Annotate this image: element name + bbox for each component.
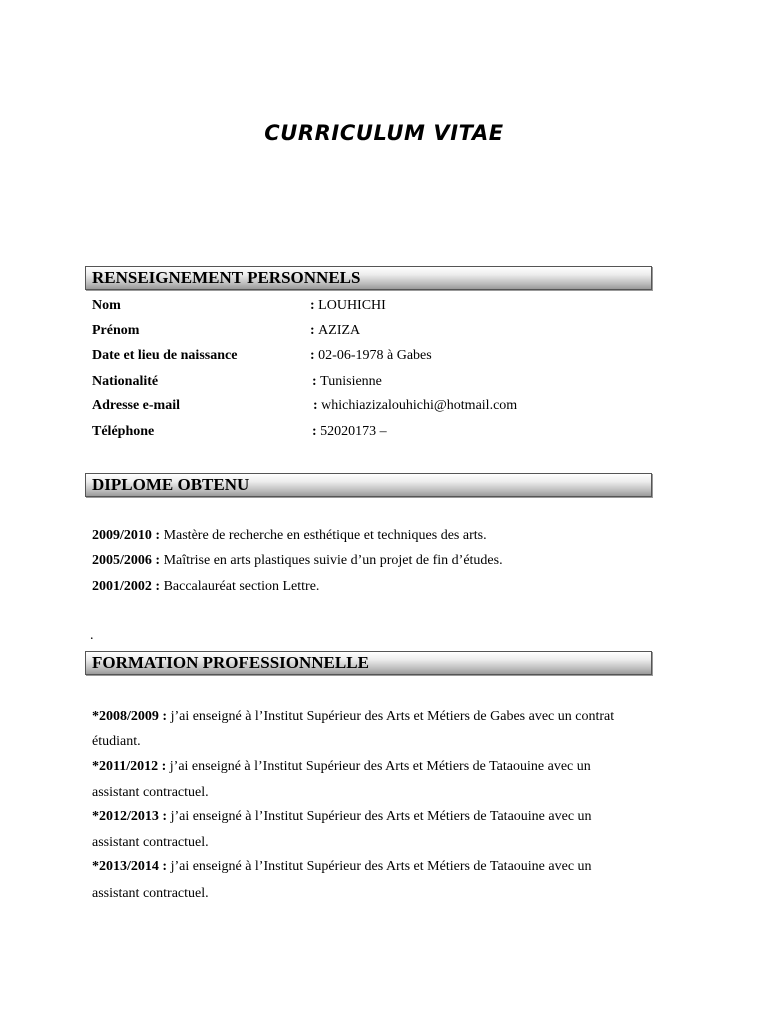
info-label: Nom bbox=[92, 298, 121, 313]
training-item-line2: assistant contractuel. bbox=[92, 835, 209, 850]
training-item-line2: assistant contractuel. bbox=[92, 886, 209, 901]
info-value: : 52020173 – bbox=[312, 424, 387, 439]
diploma-item: 2005/2006 : Maîtrise en arts plastiques suivie d’un projet de fin d’études. bbox=[92, 553, 503, 568]
training-item-line1: *2011/2012 : j’ai enseigné à l’Institut Supérieur des Arts et Métiers de Tataouine avec un bbox=[92, 759, 591, 774]
info-label: Prénom bbox=[92, 323, 140, 338]
training-item-line2: étudiant. bbox=[92, 734, 141, 749]
info-value: : LOUHICHI bbox=[310, 298, 386, 313]
info-value: : 02-06-1978 à Gabes bbox=[310, 348, 432, 363]
page-title: CURRICULUM VITAE bbox=[264, 121, 504, 145]
section-header-personal bbox=[85, 266, 652, 290]
diploma-item: 2001/2002 : Baccalauréat section Lettre. bbox=[92, 579, 320, 594]
training-item-line2: assistant contractuel. bbox=[92, 785, 209, 800]
section-header-diploma bbox=[85, 473, 652, 497]
info-label: Téléphone bbox=[92, 424, 155, 439]
info-label: Date et lieu de naissance bbox=[92, 348, 238, 363]
separator-dot: . bbox=[90, 628, 94, 643]
section-heading-personal: RENSEIGNEMENT PERSONNELS bbox=[92, 268, 361, 287]
info-label: Nationalité bbox=[92, 374, 159, 389]
info-label: Adresse e-mail bbox=[92, 398, 180, 413]
section-heading-diploma: DIPLOME OBTENU bbox=[92, 475, 250, 494]
training-item-line1: *2008/2009 : j’ai enseigné à l’Institut Supérieur des Arts et Métiers de Gabes avec un contrat bbox=[92, 709, 615, 724]
section-header-training bbox=[85, 651, 652, 675]
info-value: : whichiazizalouhichi@hotmail.com bbox=[313, 398, 518, 413]
section-heading-training: FORMATION PROFESSIONNELLE bbox=[92, 653, 369, 672]
info-value: : Tunisienne bbox=[312, 374, 382, 389]
info-value: : AZIZA bbox=[310, 323, 361, 338]
training-item-line1: *2012/2013 : j’ai enseigné à l’Institut Supérieur des Arts et Métiers de Tataouine avec un bbox=[92, 809, 592, 824]
diploma-item: 2009/2010 : Mastère de recherche en esthétique et techniques des arts. bbox=[92, 528, 487, 543]
training-item-line1: *2013/2014 : j’ai enseigné à l’Institut Supérieur des Arts et Métiers de Tataouine avec un bbox=[92, 859, 592, 874]
